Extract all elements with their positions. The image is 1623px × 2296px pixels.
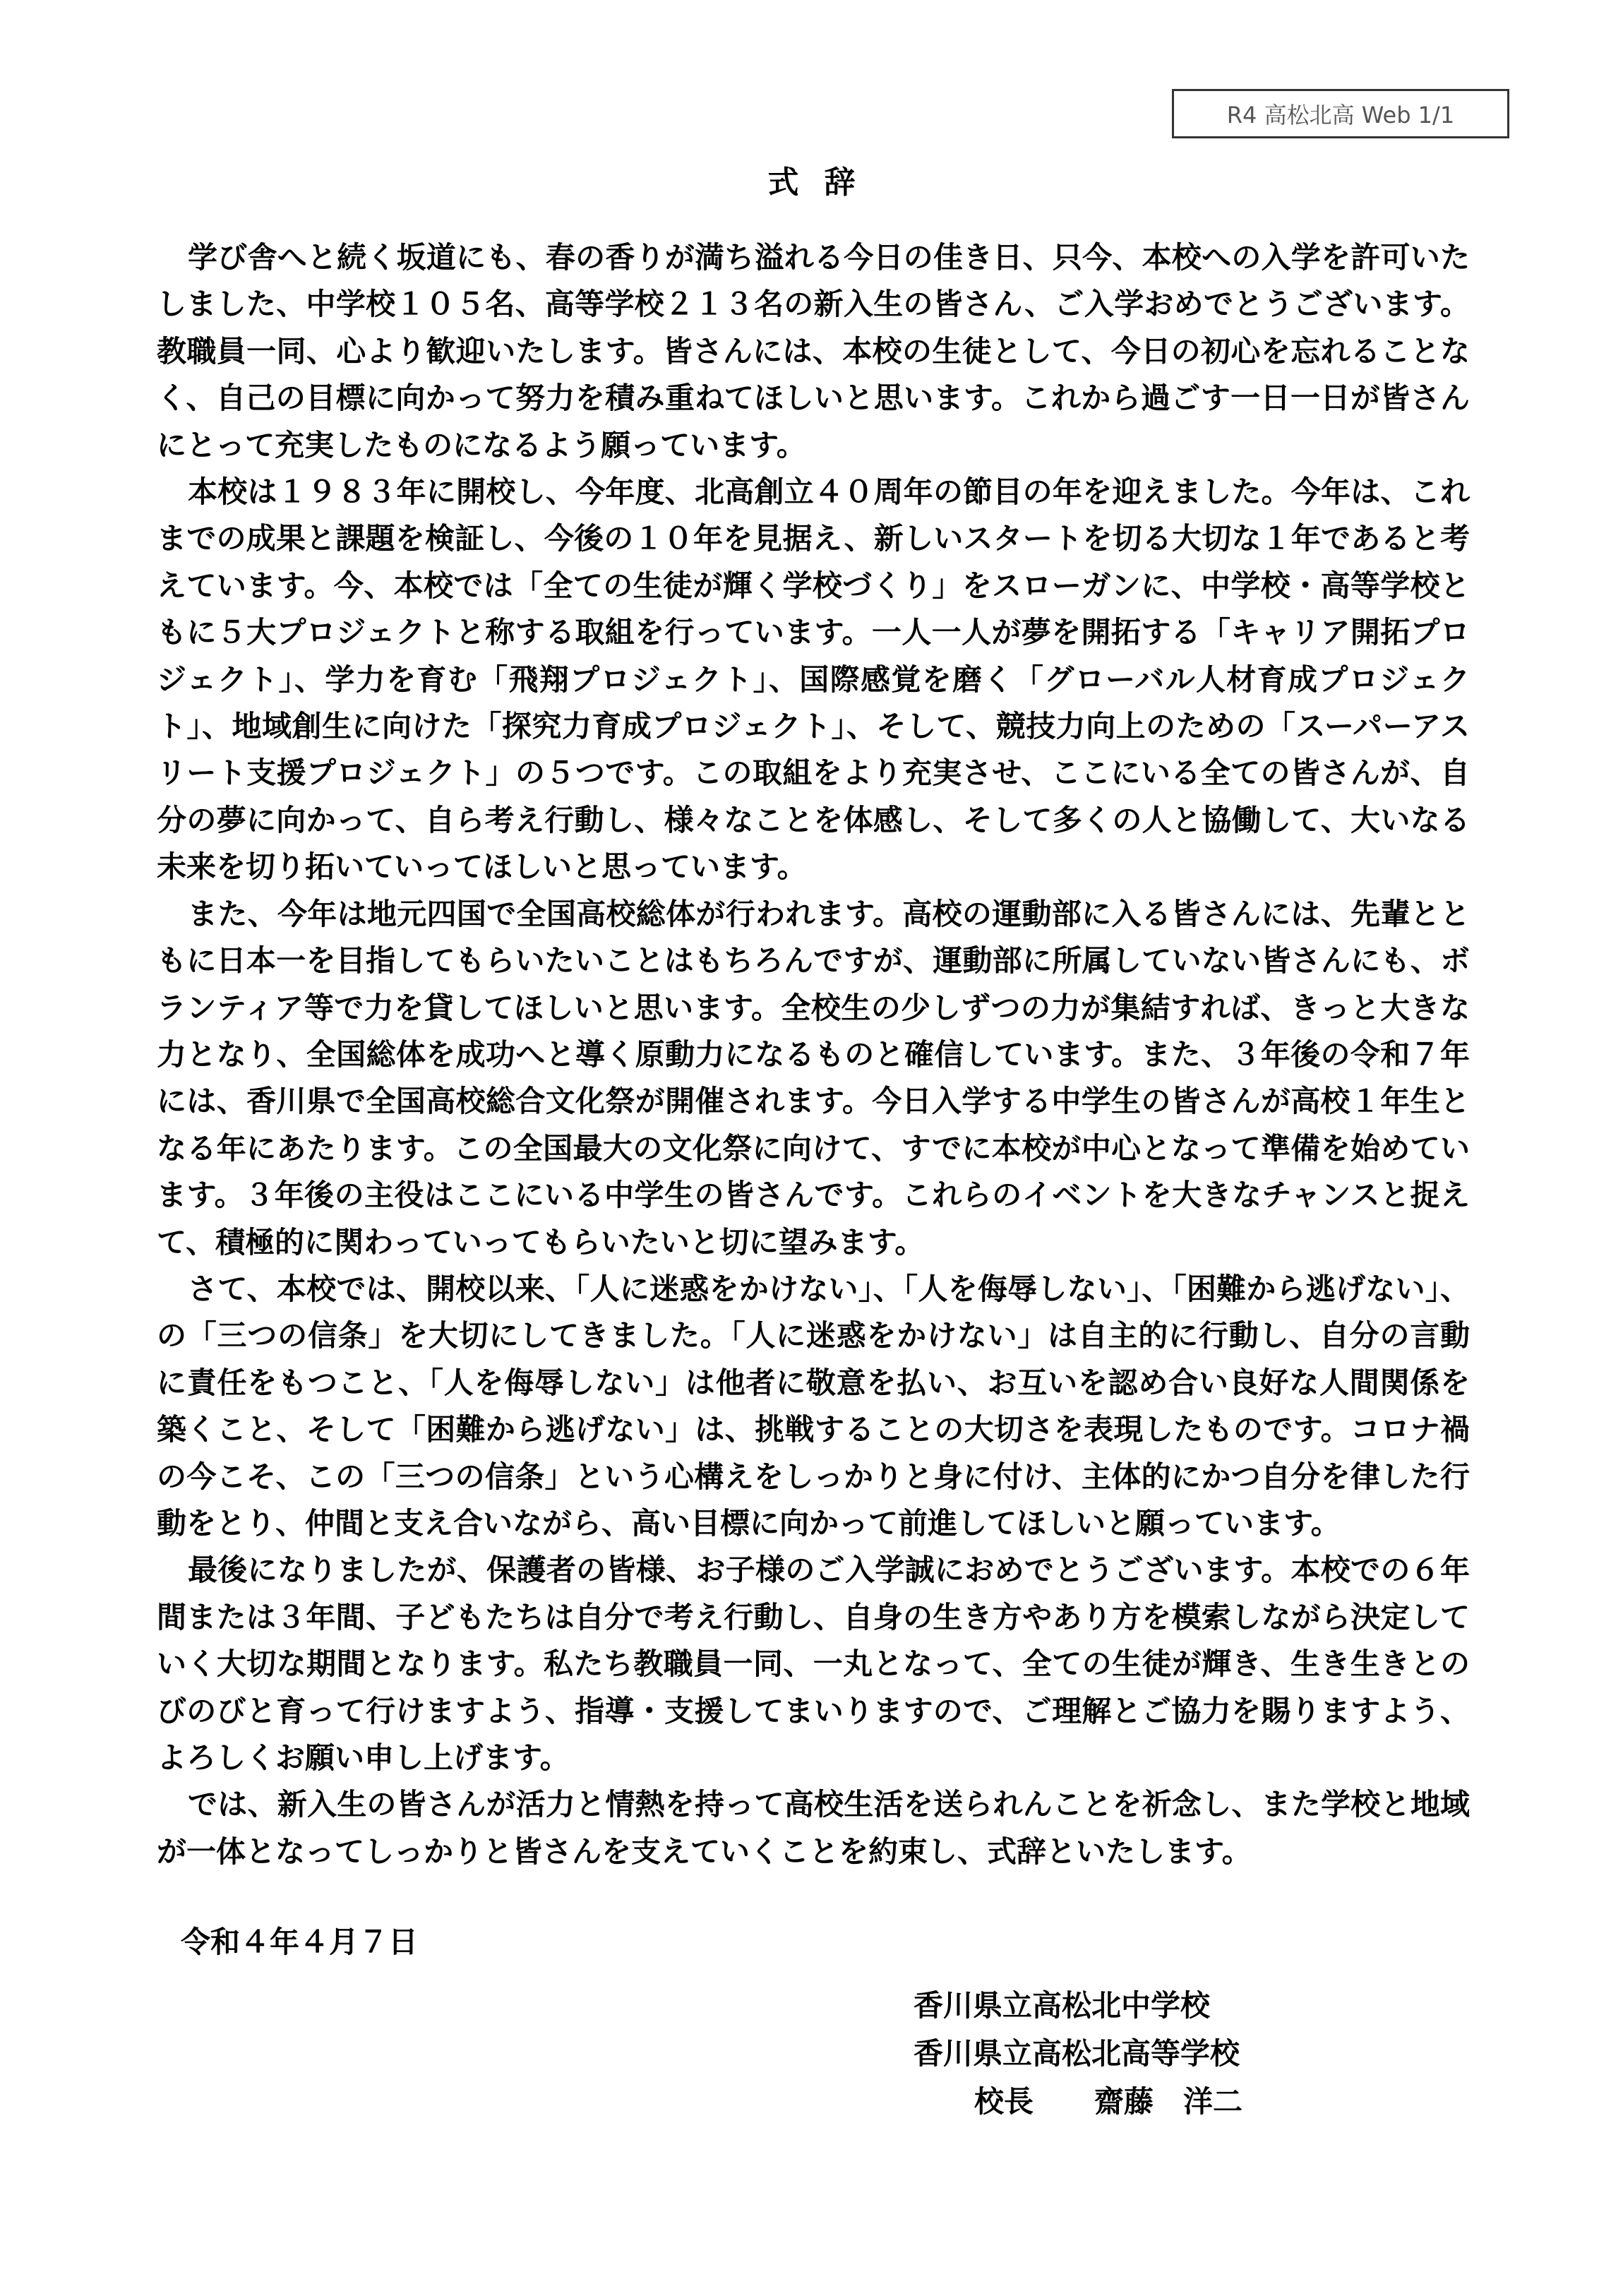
paragraph-3: また、今年は地元四国で全国高校総体が行われます。高校の運動部に入る皆さんには、先輩とともに日本一を目指してもらいたいことはもちろんですが、運動部に所属していない皆さんにも、ボランティア等で力を貸してほしいと思います。全校生の少しずつの力が集結すれば、きっと大きな力となり、全国総体を成功へと導く原動力になるものと確信しています。また、３年後の令和７年には、香川県で全国高校総合文化祭が開催されます。今日入学する中学生の皆さんが高校１年生となる年にあたります。この全国最大の文化祭に向けて、すでに本校が中心となって準備を始めています。３年後の主役はここにいる中学生の皆さんです。これらのイベントを大きなチャンスと捉えて、積極的に関わっていってもらいたいと切に望みます。 bbox=[157, 896, 1470, 1260]
paragraph-6: では、新入生の皆さんが活力と情熱を持って高校生活を送られんことを祈念し、また学校と地域が一体となってしっかりと皆さんを支えていくことを約束し、式辞といたします。 bbox=[157, 1787, 1470, 1869]
paragraph-4: さて、本校では、開校以来、「人に迷惑をかけない」、「人を侮辱しない」、「困難から逃げない」、の「三つの信条」を大切にしてきました。「人に迷惑をかけない」は自主的に行動し、自分の言動に責任をもつこと、「人を侮辱しない」は他者に敬意を払い、お互いを認め合い良好な人間関係を築くこと、そして「困難から逃げない」は、挑戦することの大切さを表現したものです。コロナ禍の今こそ、この「三つの信条」という心構えをしっかりと身に付け、主体的にかつ自分を律した行動をとり、仲間と支え合いながら、高い目標に向かって前進してほしいと願っています。 bbox=[157, 1271, 1470, 1541]
reference-label: R4 高松北高 Web 1/1 bbox=[1172, 89, 1509, 138]
school-name-jhs: 香川県立高松北中学校 bbox=[914, 1988, 1211, 2023]
principal-name: 齋藤 洋二 bbox=[1094, 2084, 1243, 2119]
paragraph-1: 学び舎へと続く坂道にも、春の香りが満ち溢れる今日の佳き日、只今、本校への入学を許可いたしました、中学校１０５名、高等学校２１３名の新入生の皆さん、ご入学おめでとうございます。教職員一同、心より歓迎いたします。皆さんには、本校の生徒として、今日の初心を忘れることなく、自己の目標に向かって努力を積み重ねてほしいと思います。これから過ごす一日一日が皆さんにとって充実したものになるよう願っています。 bbox=[157, 240, 1470, 462]
principal-signature bbox=[974, 2079, 1242, 2121]
principal-title: 校長 bbox=[974, 2084, 1034, 2119]
speech-date: 令和４年４月７日 bbox=[181, 1925, 419, 1959]
paragraph-2: 本校は１９８３年に開校し、今年度、北高創立４０周年の節目の年を迎えました。今年は、これまでの成果と課題を検証し、今後の１０年を見据え、新しいスタートを切る大切な１年であると考えています。今、本校では「全ての生徒が輝く学校づくり」をスローガンに、中学校・高等学校ともに５大プロジェクトと称する取組を行っています。一人一人が夢を開拓する「キャリア開拓プロジェクト」、学力を育む「飛翔プロジェクト」、国際感覚を磨く「グローバル人材育成プロジェクト」、地域創生に向けた「探究力育成プロジェクト」、そして、競技力向上のための「スーパーアスリート支援プロジェクト」の５つです。この取組をより充実させ、ここにいる全ての皆さんが、自分の夢に向かって、自ら考え行動し、様々なことを体感し、そして多くの人と協働して、大いなる未来を切り拓いていってほしいと思っています。 bbox=[157, 474, 1470, 885]
school-name-hs: 香川県立高松北高等学校 bbox=[914, 2036, 1240, 2071]
speech-body bbox=[157, 234, 1470, 1875]
document-title: 式辞 bbox=[767, 165, 881, 201]
paragraph-5: 最後になりましたが、保護者の皆様、お子様のご入学誠におめでとうございます。本校での６年間または３年間、子どもたちは自分で考え行動し、自身の生き方やあり方を模索しながら決定していく大切な期間となります。私たち教職員一同、一丸となって、全ての生徒が輝き、生き生きとのびのびと育って行けますよう、指導・支援してまいりますので、ご理解とご協力を賜りますよう、よろしくお願い申し上げます。 bbox=[157, 1553, 1470, 1775]
